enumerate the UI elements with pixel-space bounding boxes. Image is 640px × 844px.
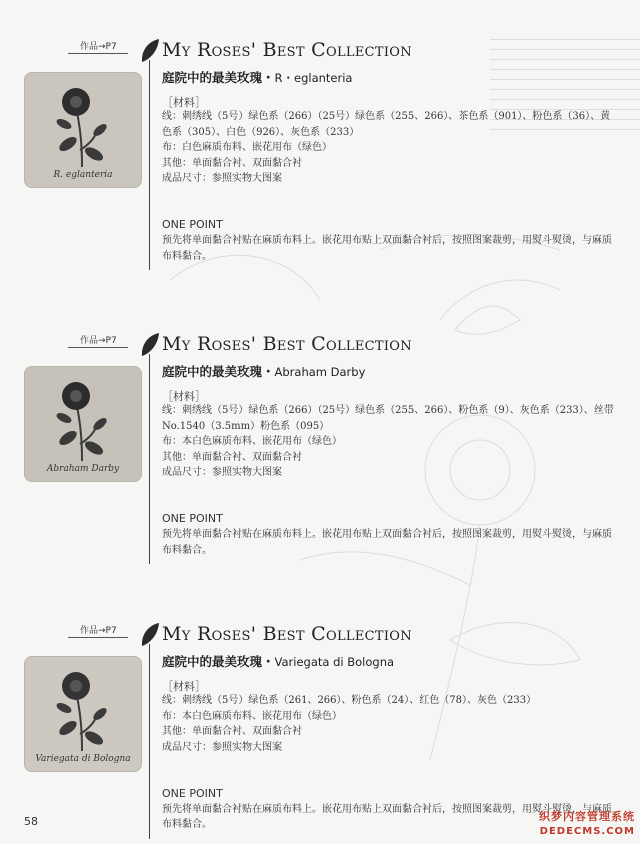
subtitle-cn: 庭院中的最美玫瑰・ <box>162 654 275 669</box>
subtitle-cn: 庭院中的最美玫瑰・ <box>162 364 275 379</box>
work-reference: 作品→P7 <box>80 336 117 346</box>
material-line: 布：白色麻质布料、嵌花用布（绿色） <box>162 142 332 153</box>
work-reference: 作品→P7 <box>80 626 117 636</box>
materials-list <box>162 693 617 755</box>
watermark-line2: DEDECMS.COM <box>539 826 635 837</box>
rose-subtitle <box>162 362 365 380</box>
material-line: 其他：单面黏合衬、双面黏合衬 <box>162 157 302 169</box>
photo-caption: Abraham Darby <box>46 464 120 474</box>
material-line: 其他：单面黏合衬、双面黏合衬 <box>162 451 302 463</box>
one-point-tip: 预先将单面黏合衬贴在麻质布料上。嵌花用布贴上双面黏合衬后，按照图案裁剪，用熨斗熨烫，与麻质布料黏合。 <box>162 803 612 830</box>
material-line: 线：刺绣线（5号）绿色系（266）（25号）绿色系（255、266）、粉色系（9）、灰色系（233）、丝带No.1540（3.5mm）粉色系（095） <box>162 405 614 432</box>
rose-subtitle <box>162 652 394 670</box>
subtitle-en: R・eglanteria <box>274 71 353 85</box>
subtitle-en: Abraham Darby <box>274 365 366 379</box>
work-reference: 作品→P7 <box>80 42 117 52</box>
materials-list <box>162 109 617 187</box>
material-line: 成品尺寸：参照实物大图案 <box>162 467 282 478</box>
rose-subtitle <box>162 68 352 86</box>
material-line: 布：本白色麻质布料、嵌花用布（绿色） <box>162 436 342 447</box>
site-watermark <box>505 808 635 837</box>
photo-caption: R. eglanteria <box>53 170 113 180</box>
leaf-icon <box>139 332 161 358</box>
one-point-heading: ONE POINT <box>162 786 223 800</box>
collection-title: My Roses' Best Collection <box>162 623 412 645</box>
watermark-line1: 织梦内容管理系统 <box>539 810 635 823</box>
subtitle-en: Variegata di Bologna <box>274 655 395 669</box>
divider-line <box>149 354 150 564</box>
materials-heading: ［材料］ <box>162 96 206 109</box>
one-point-heading: ONE POINT <box>162 512 223 525</box>
material-line: 线：刺绣线（5号）绿色系（261、266）、粉色系（24）、红色（78）、灰色（233） <box>162 695 537 706</box>
reference-rule <box>68 53 128 54</box>
embroidery-photo <box>24 72 142 188</box>
photo-caption: Variegata di Bologna <box>35 754 131 764</box>
material-line: 线：刺绣线（5号）绿色系（266）（25号）绿色系（255、266）、茶色系（901）、粉色系（36）、黄色系（305）、白色（926）、灰色系（233） <box>162 111 611 138</box>
leaf-icon <box>139 622 161 648</box>
embroidery-photo <box>24 366 142 482</box>
embroidery-photo <box>24 656 142 772</box>
materials-heading: ［材料］ <box>162 390 206 403</box>
reference-rule <box>68 347 128 348</box>
materials-list <box>162 403 617 481</box>
one-point-heading: ONE POINT <box>162 218 223 231</box>
one-point-tip: 预先将单面黏合衬贴在麻质布料上。嵌花用布贴上双面黏合衬后，按照图案裁剪，用熨斗熨烫，与麻质布料黏合。 <box>162 529 612 556</box>
material-line: 其他：单面黏合衬、双面黏合衬 <box>162 726 302 737</box>
collection-title: My Roses' Best Collection <box>162 39 412 61</box>
divider-line <box>149 60 150 270</box>
page-number: 58 <box>24 815 38 828</box>
one-point-tip: 预先将单面黏合衬贴在麻质布料上。嵌花用布贴上双面黏合衬后，按照图案裁剪，用熨斗熨烫，与麻质布料黏合。 <box>162 235 612 262</box>
material-line: 成品尺寸：参照实物大图案 <box>162 173 282 184</box>
material-line: 布：本白色麻质布料、嵌花用布（绿色） <box>162 710 342 722</box>
material-line: 成品尺寸：参照实物大图案 <box>162 741 282 753</box>
leaf-icon <box>139 38 161 64</box>
reference-rule <box>68 637 128 638</box>
materials-heading: ［材料］ <box>162 680 206 693</box>
subtitle-cn: 庭院中的最美玫瑰・ <box>162 70 275 85</box>
collection-title: My Roses' Best Collection <box>162 333 412 355</box>
divider-line <box>149 644 150 839</box>
